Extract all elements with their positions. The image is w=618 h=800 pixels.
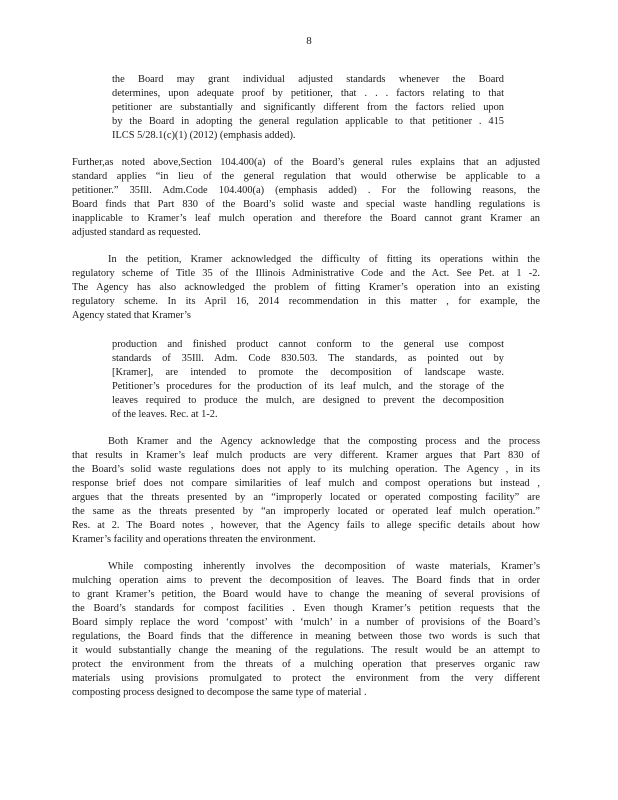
text-line: inapplicable to Kramer’s leaf mulch operation and therefore the Board cannot grant Kramer an (72, 213, 540, 224)
text-line: petitioner.” 35Ill. Adm.Code 104.400(a) (emphasis added) . For the following reasons, the (72, 185, 540, 196)
text-line: the Board may grant individual adjusted standards whenever the Board (112, 74, 504, 85)
text-line: to grant Kramer’s petition, the Board would have to change the meaning of several provisions of (72, 589, 540, 600)
text-line: Board finds that Part 830 of the Board’s solid waste and special waste handling regulations is (72, 199, 540, 210)
text-line: the Board’s solid waste regulations does not apply to its mulching operation. The Agency , in its (72, 464, 540, 475)
text-line: argues that the threats presented by an “improperly located or operated composting facility” are (72, 492, 540, 503)
text-line: Further,as noted above,Section 104.400(a) of the Board’s general rules explains that an adjusted (72, 157, 540, 168)
text-line: leaves required to produce the mulch, are designed to prevent the decomposition (112, 395, 504, 406)
text-line: that results in Kramer’s leaf mulch products are very different. Kramer argues that Part 830 of (72, 450, 540, 461)
text-line: regulatory scheme of Title 35 of the Illinois Administrative Code and the Act. See Pet. at 1 -2. (72, 268, 540, 279)
text-line: determines, upon adequate proof by petitioner, that . . . factors relating to that (112, 88, 504, 99)
text-line: production and finished product cannot conform to the general use compost (112, 339, 504, 350)
text-line: it would substantially change the meaning of the regulations. The result would be an attempt to (72, 645, 540, 656)
text-line: materials using provisions promulgated to protect the environment from the very different (72, 673, 540, 684)
text-line: regulations, the Board finds that the difference in meaning between those two words is such that (72, 631, 540, 642)
text-line: mulching operation aims to prevent the decomposition of leaves. The Board finds that in order (72, 575, 540, 586)
text-line: Agency stated that Kramer’s (72, 310, 191, 321)
text-line: response brief does not compare similarities of leaf mulch and compost operations but instead , (72, 478, 540, 489)
text-line: adjusted standard as requested. (72, 227, 201, 238)
text-line: Petitioner’s procedures for the production of its leaf mulch, and the storage of the (112, 381, 504, 392)
text-line: petitioner are substantially and significantly different from the factors relied upon (112, 102, 504, 113)
text-line: by the Board in adopting the general regulation applicable to that petitioner . 415 (112, 116, 504, 127)
text-line: ILCS 5/28.1(c)(1) (2012) (emphasis added). (112, 130, 296, 141)
text-line: The Agency has also acknowledged the problem of fitting Kramer’s operation into an existing (72, 282, 540, 293)
text-line: While composting inherently involves the decomposition of waste materials, Kramer’s (108, 561, 540, 572)
text-line: [Kramer], are intended to promote the decomposition of landscape waste. (112, 367, 504, 378)
text-line: of the leaves. Rec. at 1-2. (112, 409, 218, 420)
text-line: composting process designed to decompose the same type of material . (72, 687, 367, 698)
text-line: Board simply replace the word ‘compost’ with ‘mulch’ in a number of provisions of the Board’s (72, 617, 540, 628)
text-line: the same as the threats presented by “an improperly located or operated leaf mulch operation.” (72, 506, 540, 517)
page-number: 8 (306, 35, 312, 47)
text-line: standard applies “in lieu of the general regulation that would otherwise be applicable to a (72, 171, 540, 182)
text-line: In the petition, Kramer acknowledged the difficulty of fitting its operations within the (108, 254, 540, 265)
text-line: regulatory scheme. In its April 16, 2014 recommendation in this matter , for example, the (72, 296, 540, 307)
text-line: Res. at 2. The Board notes , however, that the Agency fails to allege specific details about how (72, 520, 540, 531)
text-line: the Board’s standards for compost facilities . Even though Kramer’s petition requests that the (72, 603, 540, 614)
text-line: protect the environment from the threats of a mulching operation that preserves organic raw (72, 659, 540, 670)
text-line: standards of 35Ill. Adm. Code 830.503. The standards, as pointed out by (112, 353, 504, 364)
text-line: Both Kramer and the Agency acknowledge that the composting process and the process (108, 436, 540, 447)
text-line: Kramer’s facility and operations threaten the environment. (72, 534, 316, 545)
